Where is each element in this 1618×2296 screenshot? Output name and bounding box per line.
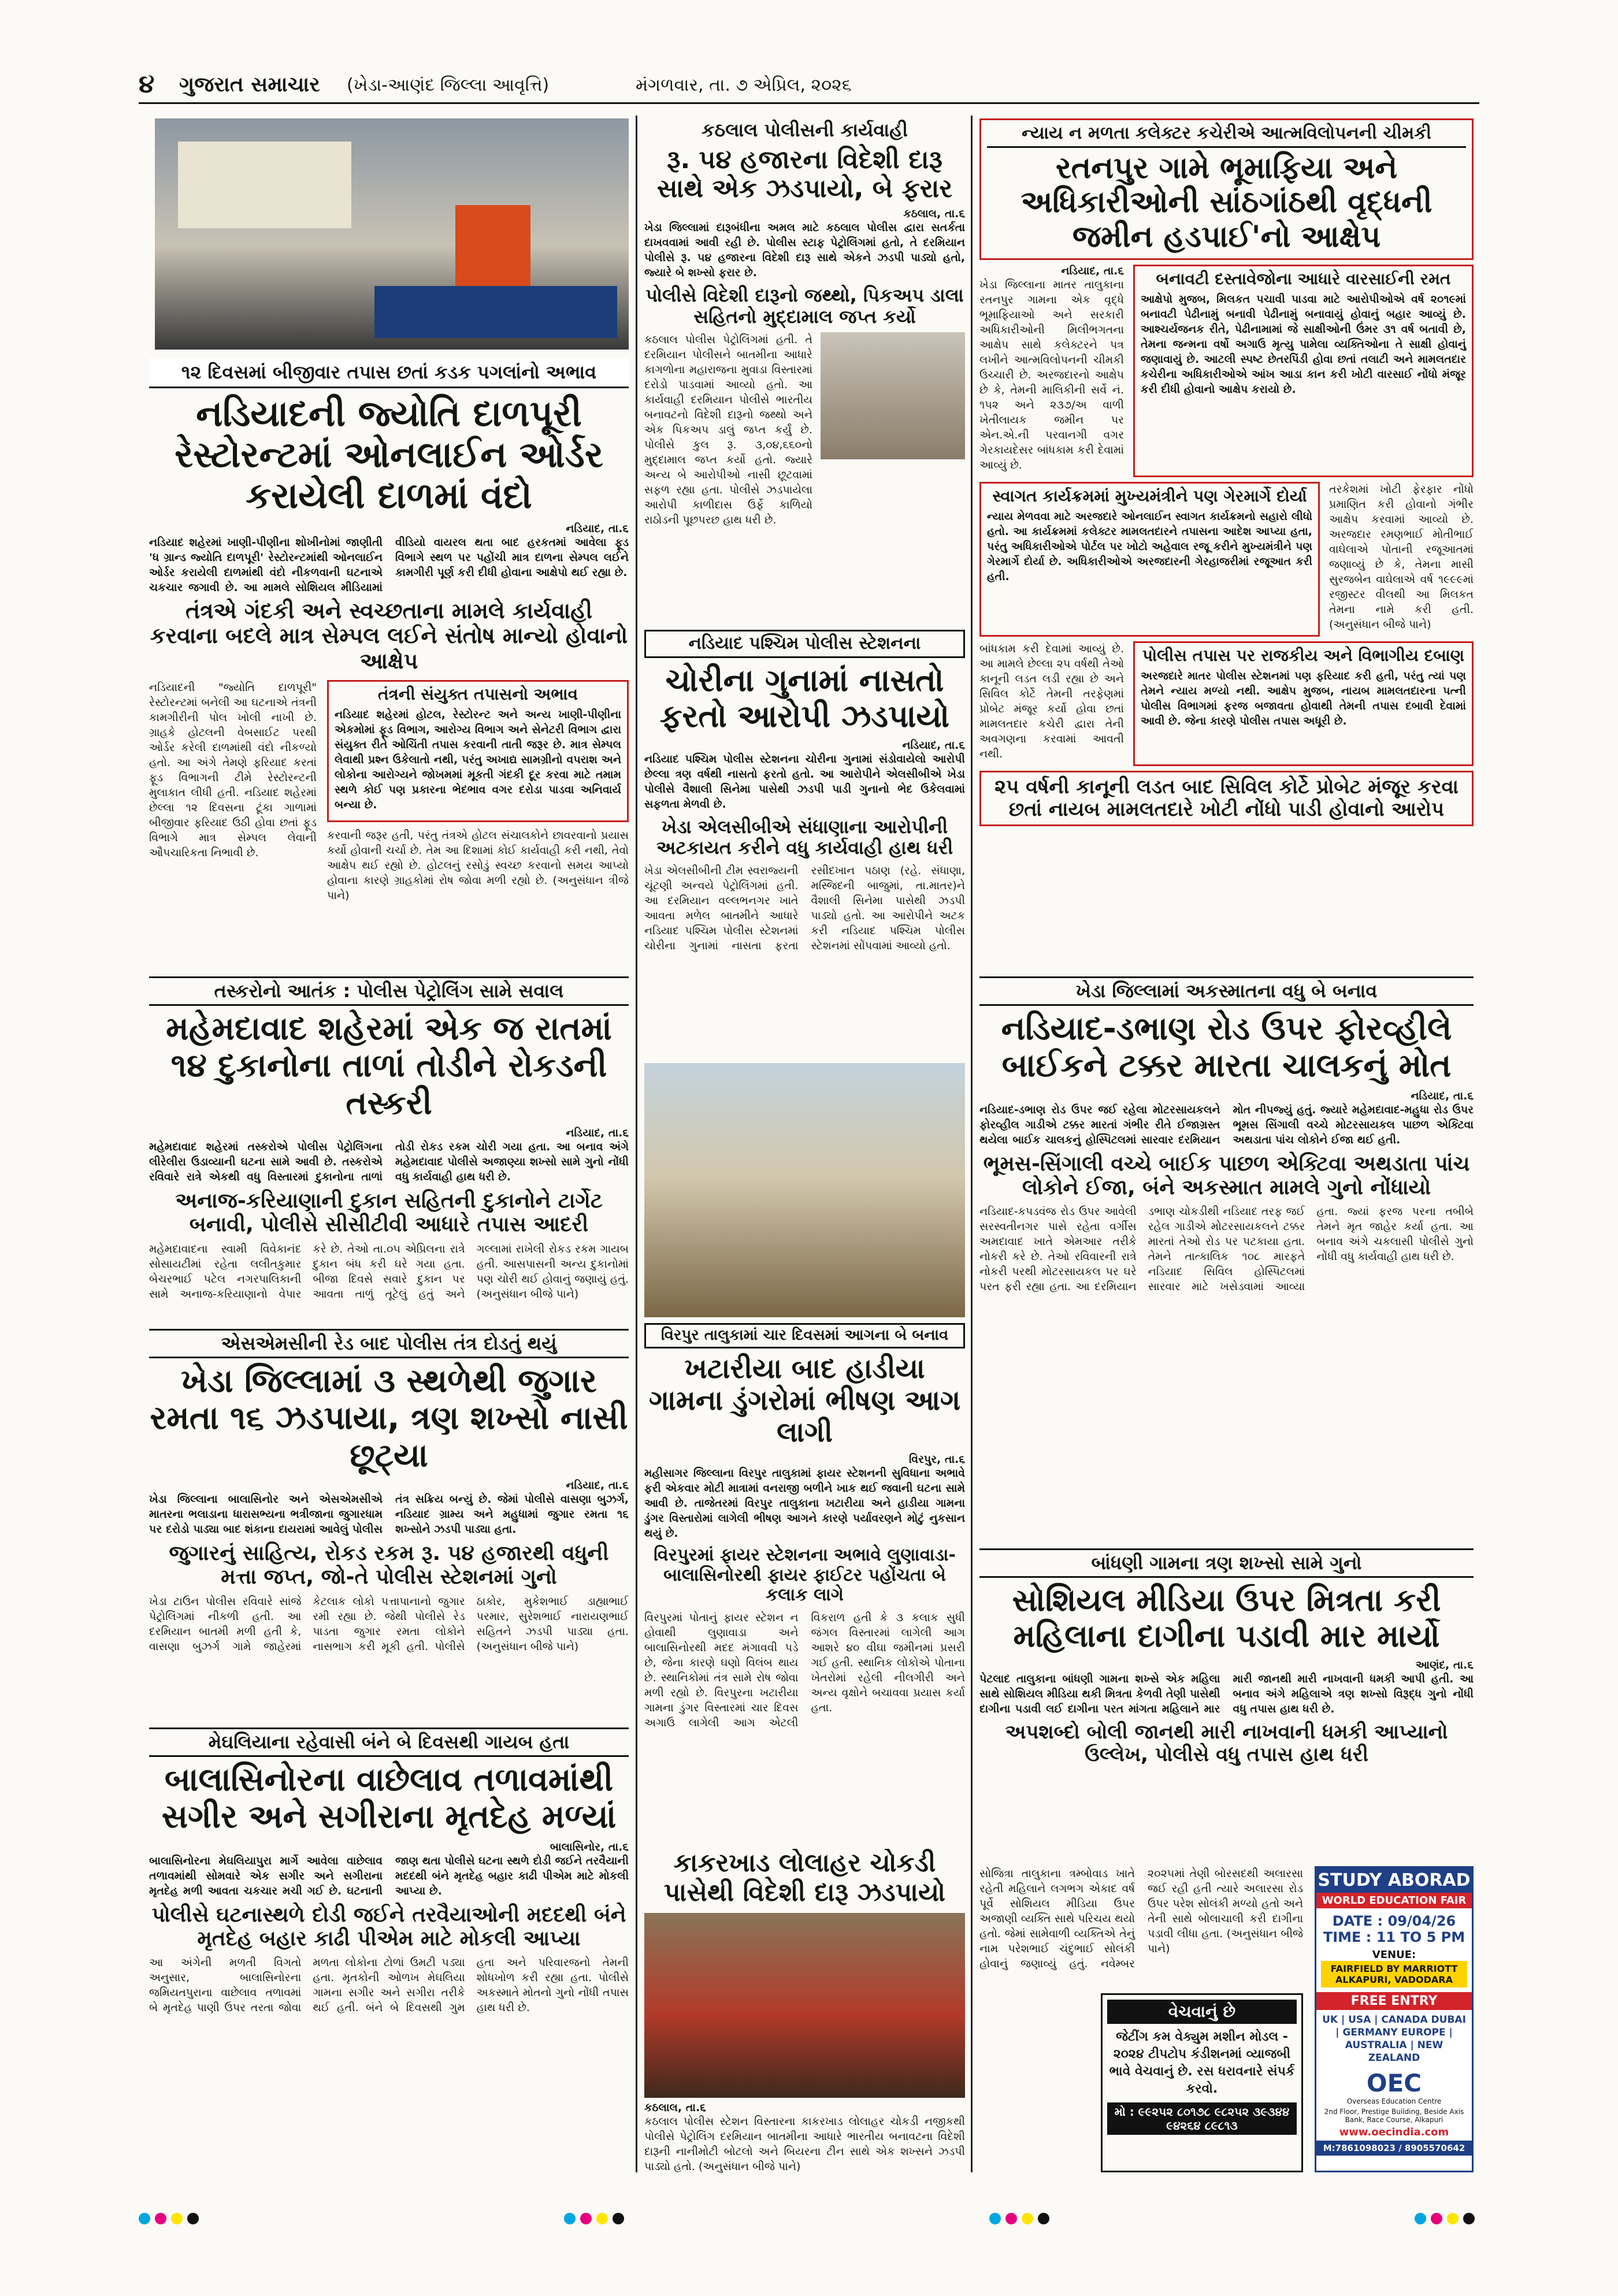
dateline: નડિયાદ, તા.૬ — [566, 1126, 629, 1139]
story-headline: બાલાસિનોરના વાછેલાવ તળાવમાંથી સગીર અને સગીરાના મૃતદેહ મળ્યાં — [161, 1760, 617, 1836]
story-body: કઠલાલ પોલીસ સ્ટેશન વિસ્તારના કાકરખાડ લોલાહર ચોકડી નજીકથી પોલીસે પેટ્રોલિંગ દરમિયાન બાતમીના આધારે ભારતીય બનાવટના વિદેશી દારૂની નાનીમોટી બોટલો અને બિયરના ટીન સાથે એક શખ્સને ઝડપી પાડ્યો હતો. (અનુસંધાન બીજે પાને) — [644, 2115, 965, 2174]
side-box — [979, 482, 1320, 637]
story-land-grab — [979, 118, 1474, 968]
story-headline: નડિયાદ-ડભાણ રોડ ઉપર ફોરવ્હીલે બાઈકને ટક્કર મારતા ચાલકનું મોત — [1001, 1009, 1452, 1085]
story-headline: રતનપુર ગામે ભૂમાફિયા અને અધિકારીઓની સાંઠગાંઠથી વૃદ્ધની જમીન હડપાઈ'નો આક્ષેપ — [1020, 150, 1433, 255]
suspect-photo — [821, 332, 965, 459]
dateline: નડિયાદ, તા.૬ — [1061, 264, 1124, 277]
ad-address: 2nd Floor, Prestige Building, Beside Axis Bank, Race Course, Alkapuri — [1324, 2108, 1464, 2124]
story-subheadline: ભૂમસ-સિંગાલી વચ્ચે બાઈક પાછળ એક્ટિવા અથડાતા પાંચ લોકોને ઈજા, બંને અકસ્માત મામલે ગુનો નોંધાયો — [983, 1151, 1470, 1199]
story-lead: નડિયાદ-ડભાણ રોડ ઉપર જઈ રહેલા મોટરસાયકલને ફોરવ્હીલ ગાડીએ ટક્કર મારતાં ગંભીર રીતે ઈજાગ્રસ્ત થયેલા બાઈક ચાલકનું હોસ્પિટલમાં સારવાર દરમિયાન મોત નીપજ્યું હતું. જ્યારે મહેમદાવાદ-મહુધા રોડ ઉપર ભૂમસ સિંગાલી વચ્ચે મોટરસાયકલ પાછળ એક્ટિવા અથડાતા પાંચ લોકોને ઈજા થઈ હતી. — [979, 1103, 1474, 1146]
column-rule-1 — [636, 116, 637, 2172]
story-body: સોજિત્રા તાલુકાના ત્રમ્બોવાડ ખાતે રહેતી મહિલાને લગભગ એકાદ વર્ષ પૂર્વે સોશિયલ મીડિયા ઉપર અજાણી વ્યક્તિ સાથે પરિચય થયો હતો. જેમાં સામેવાળી વ્યક્તિએ તેનું નામ પરેશભાઈ ચંદુભાઈ સોલંકી હોવાનું જણાવ્યું હતું. નવેમ્બર ૨૦૨૫માં તેણી બોરસદથી અલારસા જઈ રહી હતી ત્યારે અલારસા રોડ ઉપર પરેશ સોલંકી મળ્યો હતો અને તેની સાથે બોલાચાલી કરી દાગીના પડાવી લીધા હતા. (અનુસંધાન બીજે પાને) — [979, 1867, 1303, 1970]
story-subheadline: ખેડા એલસીબીએ સંધાણાના આરોપીની અટકાયત કરીને વધુ કાર્યવાહી હાથ ધરી — [656, 815, 953, 859]
story-body: આ અંગેની મળતી વિગતો અનુસાર, બાલાસિનોરના જમિયતપુરાના વાછેલાવ તળાવમાં બે મૃતદેહ પાણી ઉપર તરતા જોવા મળતા લોકોના ટોળાં ઉમટી પડ્યા હતા. મૃતકોની ઓળખ મેઘલિયા ગામના સગીર અને સગીરા તરીકે થઈ હતી. બંને બે દિવસથી ગુમ હતા અને પરિવારજનો તેમની શોધખોળ કરી રહ્યા હતા. પોલીસે અકસ્માતે મોતનો ગુનો નોંધી તપાસ હાથ ધરી છે. — [149, 1956, 629, 2015]
ad-subtitle: WORLD EDUCATION FAIR — [1316, 1893, 1472, 1908]
story-subheadline: પોલીસે ઘટનાસ્થળે દોડી જઈને તરવૈયાઓની મદદથી બંને મૃતદેહ બહાર કાઢી પીએમ માટે મોકલી આપ્યા — [151, 1903, 626, 1951]
story-theft — [149, 976, 629, 1323]
story-lead: ખેડા જિલ્લામાં દારૂબંધીના અમલ માટે કઠલાલ પોલીસ દ્વારા સતર્કતા દાખવવામાં આવી રહી છે. પોલીસ સ્ટાફ પેટ્રોલિંગમાં હતો, તે દરમિયાન પોલીસે રૂ. ૫૪ હજારના વિદેશી દારૂ સાથે એકને ઝડપી પાડ્યો હતો, જ્યારે બે શખ્સો ફરાર છે. — [644, 221, 965, 279]
story-continued: કરવાની જરૂર હતી, પરંતુ તંત્રએ હોટલ સંચાલકોને છાવરવાનો પ્રયાસ કર્યો હોવાની ચર્ચા છે. તેમ આ દિશામાં કોઈ કાર્યવાહી કરી નથી, તેવો આક્ષેપ થઈ રહ્યો છે. હોટલનું રસોડું સ્વચ્છ કરવાનો સમય આપ્યો હોવાના કારણે ગ્રાહકોમાં રોષ જોવા મળી રહ્યો છે. (અનુસંધાન ત્રીજે પાને) — [327, 829, 629, 902]
story-kicker: ૧૨ દિવસમાં બીજીવાર તપાસ છતાં કડક પગલાંનો અભાવ — [149, 358, 629, 388]
story-kicker: ખેડા જિલ્લામાં અકસ્માતના વધુ બે બનાવ — [979, 976, 1474, 1006]
story-accident — [979, 976, 1474, 1543]
story-kakarkhad-liquor — [644, 1849, 965, 2178]
story-headline: કાકરખાડ લોલાહર ચોકડી પાસેથી વિદેશી દારૂ ઝડપાયો — [663, 1849, 945, 1907]
story-social-media — [979, 1548, 1474, 1860]
story-forest-fire — [644, 1323, 965, 1843]
story-kicker: ન્યાય ન મળતા કલેક્ટર કચેરીએ આત્મવિલોપનની ચીમકી — [987, 124, 1466, 148]
ad-website[interactable]: www.oecindia.com — [1339, 2126, 1449, 2138]
classified-title: વેચવાનું છે — [1107, 2000, 1297, 2024]
story-lead: મહેમદાવાદ શહેરમાં તસ્કરોએ પોલીસ પેટ્રોલિંગના લીરેલીરા ઉડાવ્યાની ઘટના સામે આવી છે. તસ્કરોએ રવિવારે રાત્રે એકથી વધુ વિસ્તારમાં દુકાનોના તાળાં તોડી રોકડ રકમ ચોરી ગયા હતા. આ બનાવ અંગે મહેમદાવાદ પોલીસે અજાણ્યા શખ્સો સામે ગુનો નોંધી વધુ કાર્યવાહી હાથ ધરી છે. — [149, 1140, 629, 1183]
dateline: વિરપુર, તા.૬ — [908, 1453, 965, 1466]
story-kicker: બાંધણી ગામના ત્રણ શખ્સો સામે ગુનો — [979, 1548, 1474, 1578]
story-headline: સોશિયલ મીડિયા ઉપર મિત્રતા કરી મહિલાના દાગીના પડાવી માર માર્યો — [1012, 1581, 1441, 1654]
masthead — [139, 68, 1479, 104]
story-continued: બાંધકામ કરી દેવામાં આવ્યું છે. આ મામલે છેલ્લા ૨૫ વર્ષથી તેઓ કાનૂની લડત લડી રહ્યા છે અને સિવિલ કોર્ટે તેમની તરફેણમાં પ્રોબેટ મંજૂર કર્યો હોવા છતાં મામલતદાર કચેરી દ્વારા તેની અવગણના કરવામાં આવતી નથી. — [979, 642, 1124, 760]
story-lead: નડિયાદ પશ્ચિમ પોલીસ સ્ટેશનના ચોરીના ગુનામાં સંડોવાયેલો આરોપી છેલ્લા ત્રણ વર્ષથી નાસતો ફરતો હતો. આ આરોપીને એલસીબીએ ખેડા પોલીસે વૈશાલી સિનેમા પાસેથી ઝડપી પાડી ગુનાનો ભેદ ઉકેલવામાં સફળતા મેળવી છે. — [644, 752, 965, 811]
dateline: નડિયાદ, તા.૬ — [566, 1478, 629, 1492]
side-box-body: અરજદારે માતર પોલીસ સ્ટેશનમાં પણ ફરિયાદ કરી હતી, પરંતુ ત્યાં પણ તેમને ન્યાય મળ્યો નથી. આક્ષેપ મુજબ, નાયબ મામલતદારના પત્ની પોલીસ વિભાગમાં ફરજ બજાવતા હોવાથી તેમની તપાસ દબાવી દેવામાં આવી છે. જેના કારણે પોલીસ તપાસ અધૂરી છે. — [1141, 670, 1466, 728]
story-headline: ખેડા જિલ્લામાં ૩ સ્થળેથી જુગાર રમતા ૧૬ ઝડપાયા, ત્રણ શખ્સો નાસી છૂટ્યા — [150, 1362, 628, 1474]
story-body: નડિયાદની "જ્યોતિ દાળપૂરી" રેસ્ટોરન્ટમાં બનેલી આ ઘટનાએ તંત્રની કામગીરીની પોલ ખોલી નાખી છે. ગ્રાહકે હોટલની વેબસાઈટ પરથી ઓર્ડર કરેલી દાળમાંથી વંદો નીકળ્યો હતો. આ અંગે તેમણે ફરિયાદ કરતાં ફૂડ વિભાગની ટીમે રેસ્ટોરન્ટની મુલાકાત લીધી હતી. નડિયાદ શહેરમાં છેલ્લા ૧૨ દિવસના ટૂંકા ગાળામાં બીજીવાર ફરિયાદ ઉઠી હોવા છતાં ફૂડ વિભાગે માત્ર સેમ્પલ લેવાની ઔપચારિકતા નિભાવી છે. — [149, 681, 317, 859]
story-subheadline: અનાજ-કરિયાણાની દુકાન સહિતની દુકાનોને ટાર્ગેટ બનાવી, પોલીસે સીસીટીવી આધારે તપાસ આદરી — [175, 1188, 603, 1237]
story-headline: મહેમદાવાદ શહેરમાં એક જ રાતમાં ૧૪ દુકાનોના તાળાં તોડીને રોકડની તસ્કરી — [166, 1009, 612, 1122]
story-subheadline: જુગારનું સાહિત્ય, રોકડ રકમ રૂ. ૫૪ હજારથી વધુની મત્તા જપ્ત, જો-તે પોલીસ સ્ટેશનમાં ગુનો — [169, 1541, 609, 1589]
headline-box — [979, 118, 1474, 260]
story-subheadline: અપશબ્દો બોલી જાનથી મારી નાખવાની ધમકી આપ્યાનો ઉલ્લેખ, પોલીસે વધુ તપાસ હાથ ધરી — [1005, 1720, 1448, 1767]
headline-box — [979, 771, 1474, 826]
story-kicker: મેઘલિયાના રહેવાસી બંને બે દિવસથી ગાયબ હતા — [149, 1727, 629, 1757]
side-box-title: પોલીસ તપાસ પર રાજકીય અને વિભાગીય દબાણ — [1142, 645, 1465, 665]
forest-fire-photo — [644, 1063, 965, 1317]
ad-phone: M:7861098023 / 8905570642 — [1316, 2141, 1472, 2156]
side-box-title: તંત્રની સંયુક્ત તપાસનો અભાવ — [377, 684, 578, 704]
story-kathlal-liquor — [644, 118, 965, 621]
story-headline: રૂ. ૫૪ હજારના વિદેશી દારૂ સાથે એક ઝડપાયો, બે ફરાર — [656, 144, 953, 204]
column-rule-2 — [971, 116, 973, 2172]
story-drowning — [149, 1727, 629, 2178]
ad-logo: OEC — [1366, 2069, 1422, 2097]
side-box-body: નડિયાદ શહેરમાં હોટલ, રેસ્ટોરન્ટ અને અન્ય ખાણી-પીણીના એકમોમાં ફૂડ વિભાગ, આરોગ્ય વિભાગ અને સેનેટરી વિભાગ દ્વારા સંયુક્ત રીતે ઓચિંતી તપાસ કરવાની તાતી જરૂર છે. માત્ર સેમ્પલ લેવાથી પ્રશ્ન ઉકેલાતો નથી, પરંતુ અખાદ્ય સામગ્રીનો વપરાશ અને લોકોના આરોગ્યને જોખમમાં મૂકતી ગંદકી દૂર કરવા માટે તમામ સ્થળે કોઈ પણ પ્રકારના ભેદભાવ વગર દરોડા પાડવા અનિવાર્ય બન્યા છે. — [335, 708, 621, 811]
story-body: ખેડા જિલ્લાના માતર તાલુકાના રતનપુર ગામના એક વૃદ્ધે ભૂમાફિયાઓ અને સરકારી અધિકારીઓની મિલીભગતના આક્ષેપ સાથે કલેક્ટરને પત્ર લખીને આત્મવિલોપનની ચીમકી ઉચ્ચારી છે. અરજદારનો આક્ષેપ છે કે, તેમની માલિકીની સર્વે નં. ૧૫૨ અને ૨૩૭/અ વાળી ખેતીલાયક જમીન પર એન.એ.ની પરવાનગી વગર ગેરકાયદેસર બાંધકામ કરી દેવામાં આવ્યું છે. — [979, 278, 1124, 471]
story-continued: તરકેશમાં ખોટી ફેરફાર નોંધો પ્રમાણિત કરી હોવાનો ગંભીર આક્ષેપ કરવામાં આવ્યો છે. અરજદાર રમણભાઈ મોતીભાઈ વાઘેલાએ પોતાની રજૂઆતમાં જણાવ્યું છે કે, તેમના માસી સુરજબેન વાઘેલાએ વર્ષ ૧૯૯૯માં રજીસ્ટર વીલથી આ મિલકત તેમના નામે કરી હતી. (અનુસંધાન બીજે પાને) — [1329, 482, 1474, 631]
registration-marks — [139, 2213, 1479, 2230]
story-subheadline: પોલીસે વિદેશી દારૂનો જથ્થો, પિકઅપ ડાલા સહિતનો મુદ્દામાલ જપ્ત કર્યો — [645, 284, 964, 328]
story-kicker: નડિયાદ પશ્ચિમ પોલીસ સ્ટેશનના — [644, 630, 965, 658]
story-body: મહેમદાવાદના સ્વામી વિવેકાનંદ સોસાયટીમાં રહેતા લલીતકુમાર બેચરભાઈ પટેલ નગરપાલિકાની સામે અનાજ-કરિયાણાનો વેપાર કરે છે. તેઓ તા.૦૫ એપ્રિલના રાત્રે દુકાન બંધ કરી ઘરે ગયા હતા. બીજા દિવસે સવારે દુકાન પર આવતા તાળું તૂટેલું હતું અને ગલ્લામાં રાખેલી રોકડ રકમ ગાયબ હતી. આસપાસની અન્ય દુકાનોમાં પણ ચોરી થઈ હોવાનું જણાયું હતું. (અનુસંધાન બીજે પાને) — [149, 1242, 629, 1301]
story-subheadline: ૨૫ વર્ષની કાનૂની લડત બાદ સિવિલ કોર્ટે પ્રોબેટ મંજૂર કરવા છતાં નાયબ મામલતદારે ખોટી નોંધો પાડી હોવાનો આરોપ — [994, 775, 1459, 821]
ad-entry: FREE ENTRY — [1316, 1992, 1472, 2010]
classified-body: જેટીંગ કમ વેક્યુમ મશીન મોડલ - ૨૦૨૪ ટીપટોપ કંડીશનમાં વ્યાજબી ભાવે વેચવાનું છે. રસ ધરાવનારે સંપર્ક કરવો. — [1109, 2030, 1295, 2096]
story-body: ખેડા ટાઉન પોલીસ રવિવારે સાંજે પેટ્રોલિંગમાં નીકળી હતી. આ દરમિયાન બાતમી મળી હતી કે, વાસણા બુઝર્ગ ગામે જાહેરમાં કેટલાક લોકો પત્તાપાનાનો જુગાર રમી રહ્યા છે. જેથી પોલીસે રેડ પાડતા જુગાર રમતા લોકોને નાસભાગ કરી મૂકી હતી. પોલીસે ઠાકોર, મુકેશભાઈ ડાહ્યાભાઈ પરમાર, સુરેશભાઈ નારાયણભાઈ સહિતને ઝડપી પાડ્યા હતા. (અનુસંધાન બીજે પાને) — [149, 1595, 629, 1653]
ad-logo-sub: Overseas Education Centre — [1346, 2097, 1442, 2105]
side-box-title: સ્વાગત કાર્યક્રમમાં મુખ્યમંત્રીને પણ ગેરમાર્ગે દોર્યા — [992, 486, 1307, 506]
study-abroad-ad[interactable] — [1315, 1866, 1474, 2172]
story-kicker: વિરપુર તાલુકામાં ચાર દિવસમાં આગના બે બનાવ — [644, 1323, 965, 1348]
story-body: નડિયાદ-કપડવંજ રોડ ઉપર આવેલી સરસ્વતીનગર પાસે રહેતા વર્ગીસ અમદાવાદ ખાતે એમઆર તરીકે નોકરી કરે છે. તેઓ રવિવારની રાત્રે નોકરી પરથી મોટરસાયકલ પર ઘરે પરત ફરી રહ્યા હતા. આ દરમિયાન ડભાણ ચોકડીથી નડિયાદ તરફ જઈ રહેલ ગાડીએ મોટરસાયકલને ટક્કર મારતાં તેઓ રોડ પર પટકાયા હતા. તેમને તાત્કાલિક ૧૦૮ મારફતે નડિયાદ સિવિલ હોસ્પિટલમાં સારવાર માટે ખસેડવામાં આવ્યા હતા. જ્યાં ફરજ પરના તબીબે તેમને મૃત જાહેર કર્યા હતા. આ બનાવ અંગે ચકલાસી પોલીસે ગુનો નોંધી વધુ કાર્યવાહી હાથ ધરી છે. — [979, 1205, 1474, 1294]
story-kicker: કઠલાલ પોલીસની કાર્યવાહી — [701, 119, 908, 141]
story-headline: ચોરીના ગુનામાં નાસતો ફરતો આરોપી ઝડપાયો — [659, 662, 950, 734]
page-number: ૪ — [139, 69, 155, 99]
ad-date: DATE : 09/04/26 — [1332, 1913, 1456, 1929]
story-lead: નડિયાદ શહેરમાં ખાણી-પીણીના શોખીનોમાં જાણીતી 'ધ ગ્રાન્ડ જ્યોતિ દાળપૂરી' રેસ્ટોરન્ટમાંથી ઓનલાઈન ઓર્ડર કરાયેલી દાળમાંથી વંદો નીકળવાની ઘટનાએ ચકચાર જગાવી છે. આ મામલે સોશિયલ મીડિયામાં વીડિયો વાયરલ થતા બાદ હરકતમાં આવેલા ફૂડ વિભાગે સ્થળ પર પહોંચી માત્ર દાળના સેમ્પલ લઈને કામગીરી પૂર્ણ કરી દીધી હોવાના આક્ષેપો થઈ રહ્યા છે. — [149, 536, 629, 594]
story-body: ખેડા એલસીબીની ટીમ સ્વરાજ્યની ચૂંટણી અન્વયે પેટ્રોલિંગમાં હતી. આ દરમિયાન વલ્લભનગર ખાતે આવતા મળેલ બાતમીને આધારે નડિયાદ પશ્ચિમ પોલીસ સ્ટેશનમાં ચોરીના ગુનામાં નાસતા ફરતા રસીદખાન પઠાણ (રહે. સંધાણા, મસ્જિદની બાજુમાં, તા.માતર)ને વૈશાલી સિનેમા પાસેથી ઝડપી પાડ્યો હતો. આ આરોપીને અટક કરી નડિયાદ પશ્ચિમ પોલીસ સ્ટેશનમાં સોંપવામાં આવ્યો હતો. — [644, 864, 965, 953]
story-lead: ખેડા જિલ્લાના બાલાસિનોર અને એસએમસીએ માતરના ભલાડાના ધારાસભ્યના ભત્રીજાના જુગારધામ પર દરોડો પાડ્યા બાદ શંકાના દાયરામાં આવેલું પોલીસ તંત્ર સક્રિય બન્યું છે. જેમાં પોલીસે વાસણા બુઝર્ગ, નડિયાદ ગ્રામ્ય અને મહુધામાં જુગાર રમતા ૧૬ શખ્સોને ઝડપી પાડ્યા હતા. — [149, 1492, 629, 1536]
story-headline: નડિયાદની જ્યોતિ દાળપૂરી રેસ્ટોરન્ટમાં ઓનલાઈન ઓર્ડર કરાયેલી દાળમાં વંદો — [175, 392, 603, 517]
side-box-body: આક્ષેપો મુજબ, મિલકત પચાવી પાડવા માટે આરોપીઓએ વર્ષ ૨૦૧૯માં બનાવટી પેઢીનામું બનાવી પેઢીનામું બનાવાયું હોવાનું બહાર આવ્યું છે. આશ્ચર્યજનક રીતે, પેઢીનામામાં જે સાક્ષીઓની ઉંમર ૩૧ વર્ષ બતાવી છે, તેમના જન્મના વર્ષો અગાઉ મૃત્યુ પામેલા વ્યક્તિઓના તે સાક્ષી હોવાનું જણાવાયું છે. આટલી સ્પષ્ટ છેતરપિંડી હોવા છતાં તલાટી અને મામલતદાર કચેરીના અધિકારીઓએ આંખ આડા કાન કરી ખોટી વારસાઈ નોંધો મંજૂર કરી દીધી હોવાનો આક્ષેપ કરાયો છે. — [1141, 293, 1466, 396]
classified-phone: મો : ૯૯૨૫૨ ૮૦૧૭૮ ૯૮૨૫૨ ૩૯૩૪૪ ૯૪૨૬૪ ૮૯૮૧૩ — [1107, 2102, 1297, 2135]
story-headline: ખટારીયા બાદ હાડીયા ગામના ડુંગરોમાં ભીષણ આગ લાગી — [648, 1352, 961, 1449]
dateline: બાલાસિનોર, તા.૬ — [550, 1840, 629, 1853]
paper-name: ગુજરાત સમાચાર — [179, 73, 320, 96]
dateline: આણંદ, તા.૬ — [1415, 1658, 1474, 1671]
story-kicker: તસ્કરોનો આતંક : પોલીસ પેટ્રોલિંગ સામે સવાલ — [149, 976, 629, 1006]
ad-title: STUDY ABORAD — [1316, 1868, 1472, 1893]
story-subheadline: વિરપુરમાં ફાયર સ્ટેશનના અભાવે લુણાવાડા-બાલાસિનોરથી ફાયર ફાઈટર પહોંચતા બે કલાક લાગે — [654, 1545, 956, 1606]
story-subheadline: તંત્રએ ગંદકી અને સ્વચ્છતાના મામલે કાર્યવાહી કરવાના બદલે માત્ર સેમ્પલ લઈને સંતોષ માન્યો હોવાનો આક્ષેપ — [150, 597, 628, 674]
dateline: નડિયાદ, તા.૬ — [1411, 1089, 1474, 1102]
side-box — [327, 680, 629, 822]
side-box-body: ન્યાય મેળવવા માટે અરજદારે ઓનલાઈન સ્વાગત કાર્યક્રમનો સહારો લીધો હતો. આ કાર્યક્રમમાં કલેક્ટર મામલતદારને તપાસના આદેશ આપ્યા હતા, પરંતુ અધિકારીઓએ પોર્ટલ પર ખોટો અહેવાલ રજૂ કરીને મુખ્યમંત્રીને પણ ગેરમાર્ગે દોર્યા છે. અધિકારીઓએ અરજદારની ગેરહાજરીમાં રજૂઆત કરી હતી. — [987, 510, 1312, 584]
story-theft-accused — [644, 630, 965, 1057]
story-lead: પેટલાદ તાલુકાના બાંધણી ગામના શખ્સે એક મહિલા સાથે સોશિયલ મીડિયા થકી મિત્રતા કેળવી તેણી પાસેથી દાગીના પડાવી લઈ દાગીના પરત માંગતા મહિલાને માર મારી જાનથી મારી નાખવાની ધમકી આપી હતી. આ બનાવ અંગે મહિલાએ ત્રણ શખ્સો વિરૂદ્ધ ગુનો નોંધી વધુ તપાસ હાથ ધરી છે. — [979, 1672, 1474, 1715]
restaurant-photo — [155, 118, 629, 350]
dateline: કઠલાલ, તા.૬ — [644, 2101, 706, 2115]
dateline: નડિયાદ, તા.૬ — [902, 738, 965, 752]
story-lead: બાલાસિનોરના મેઘલિયાપુરા માર્ગે આવેલા વાછેલાવ તળાવમાંથી સોમવારે એક સગીર અને સગીરાના મૃતદેહ મળી આવતા ચકચાર મચી ગઈ છે. ઘટનાની જાણ થતા પોલીસે ઘટના સ્થળે દોડી જઈને તરવૈયાની મદદથી બંને મૃતદેહ બહાર કાઢી પીએમ માટે મોકલી આપ્યા છે. — [149, 1854, 629, 1897]
ad-venue: FAIRFIELD BY MARRIOTT ALKAPURI, VADODARA — [1321, 1961, 1467, 1987]
edition-label: (ખેડા-આણંદ જિલ્લા આવૃત્તિ) — [347, 75, 550, 95]
story-gambling — [149, 1329, 629, 1722]
ad-time: TIME : 11 TO 5 PM — [1323, 1929, 1465, 1945]
ad-venue-label: VENUE: — [1372, 1949, 1416, 1961]
story-body: કઠલાલ પોલીસ પેટ્રોલિંગમાં હતી. તે દરમિયાન પોલીસને બાતમીના આધારે કાગળોના મહારાજના મુવાડા વિસ્તારમાં દરોડો પાડવામાં આવ્યો હતો. આ કાર્યવાહી દરમિયાન પોલીસે ભારતીય બનાવટનો વિદેશી દારૂનો જથ્થો અને એક પિકઅપ ડાલું જપ્ત કર્યું છે. પોલીસે કુલ રૂ. ૩,૦૪,૬૬૦નો મુદ્દામાલ જપ્ત કર્યો હતો. જ્યારે અન્ય બે આરોપીઓ નાસી છૂટવામાં સફળ રહ્યા હતા. પોલીસે ઝડપાયેલા આરોપી કાળીદાસ ઉર્ફે કાળિયો રાઠોડની પૂછપરછ હાથ ધરી છે. — [644, 333, 812, 526]
side-box — [1133, 265, 1474, 477]
dateline: નડિયાદ, તા.૬ — [566, 522, 629, 535]
seized-liquor-photo — [644, 1913, 965, 2098]
classified-ad — [1101, 1993, 1303, 2172]
story-lead: મહીસાગર જિલ્લાના વિરપુર તાલુકામાં ફાયર સ્ટેશનની સુવિધાના અભાવે ફરી એકવાર મોટી માત્રામાં વનરાજી બળીને ખાક થઈ જવાની ઘટના સામે આવી છે. તાજેતરમાં વિરપુર તાલુકાના ખટારીયા અને હાડીયા ગામના ડુંગર વિસ્તારોમાં લાગેલી ભીષણ આગને કારણે પર્યાવરણને મોટું નુકસાન થયું છે. — [644, 1467, 965, 1540]
issue-date: મંગળવાર, તા. ૭ એપ્રિલ, ૨૦૨૬ — [636, 75, 852, 95]
side-box — [1133, 641, 1474, 766]
story-body: વિરપુરમાં પોતાનું ફાયર સ્ટેશન ન હોવાથી લુણાવાડા અને બાલાસિનોરથી મદદ મંગાવવી પડે છે, જેના કારણે ઘણો વિલંબ થાય છે. સ્થાનિકોમાં તંત્ર સામે રોષ જોવા મળી રહ્યો છે. વિરપુરના ખટારીયા ગામના ડુંગર વિસ્તારમાં ચાર દિવસ અગાઉ લાગેલી આગ એટલી વિકરાળ હતી કે ૩ કલાક સુધી જંગલ વિસ્તારમાં લાગેલી આગ આશરે ૪૦ વીઘા જમીનમાં પ્રસરી ગઈ હતી. સ્થાનિક લોકોએ પોતાના ખેતરોમાં રહેલી નીલગીરી અને અન્ય વૃક્ષોને બચાવવા પ્રયાસ કર્યા હતા. — [644, 1611, 965, 1729]
dateline: કઠલાલ, તા.૬ — [903, 207, 965, 220]
side-box-title: બનાવટી દસ્તાવેજોના આધારે વારસાઈની રમત — [1156, 269, 1451, 288]
story-restaurant — [149, 358, 629, 971]
story-kicker: એસએમસીની રેડ બાદ પોલીસ તંત્ર દોડતું થયું — [149, 1329, 629, 1358]
ad-countries: UK | USA | CANADA DUBAI | GERMANY EUROPE | AUSTRALIA | NEW ZEALAND — [1322, 2014, 1466, 2064]
